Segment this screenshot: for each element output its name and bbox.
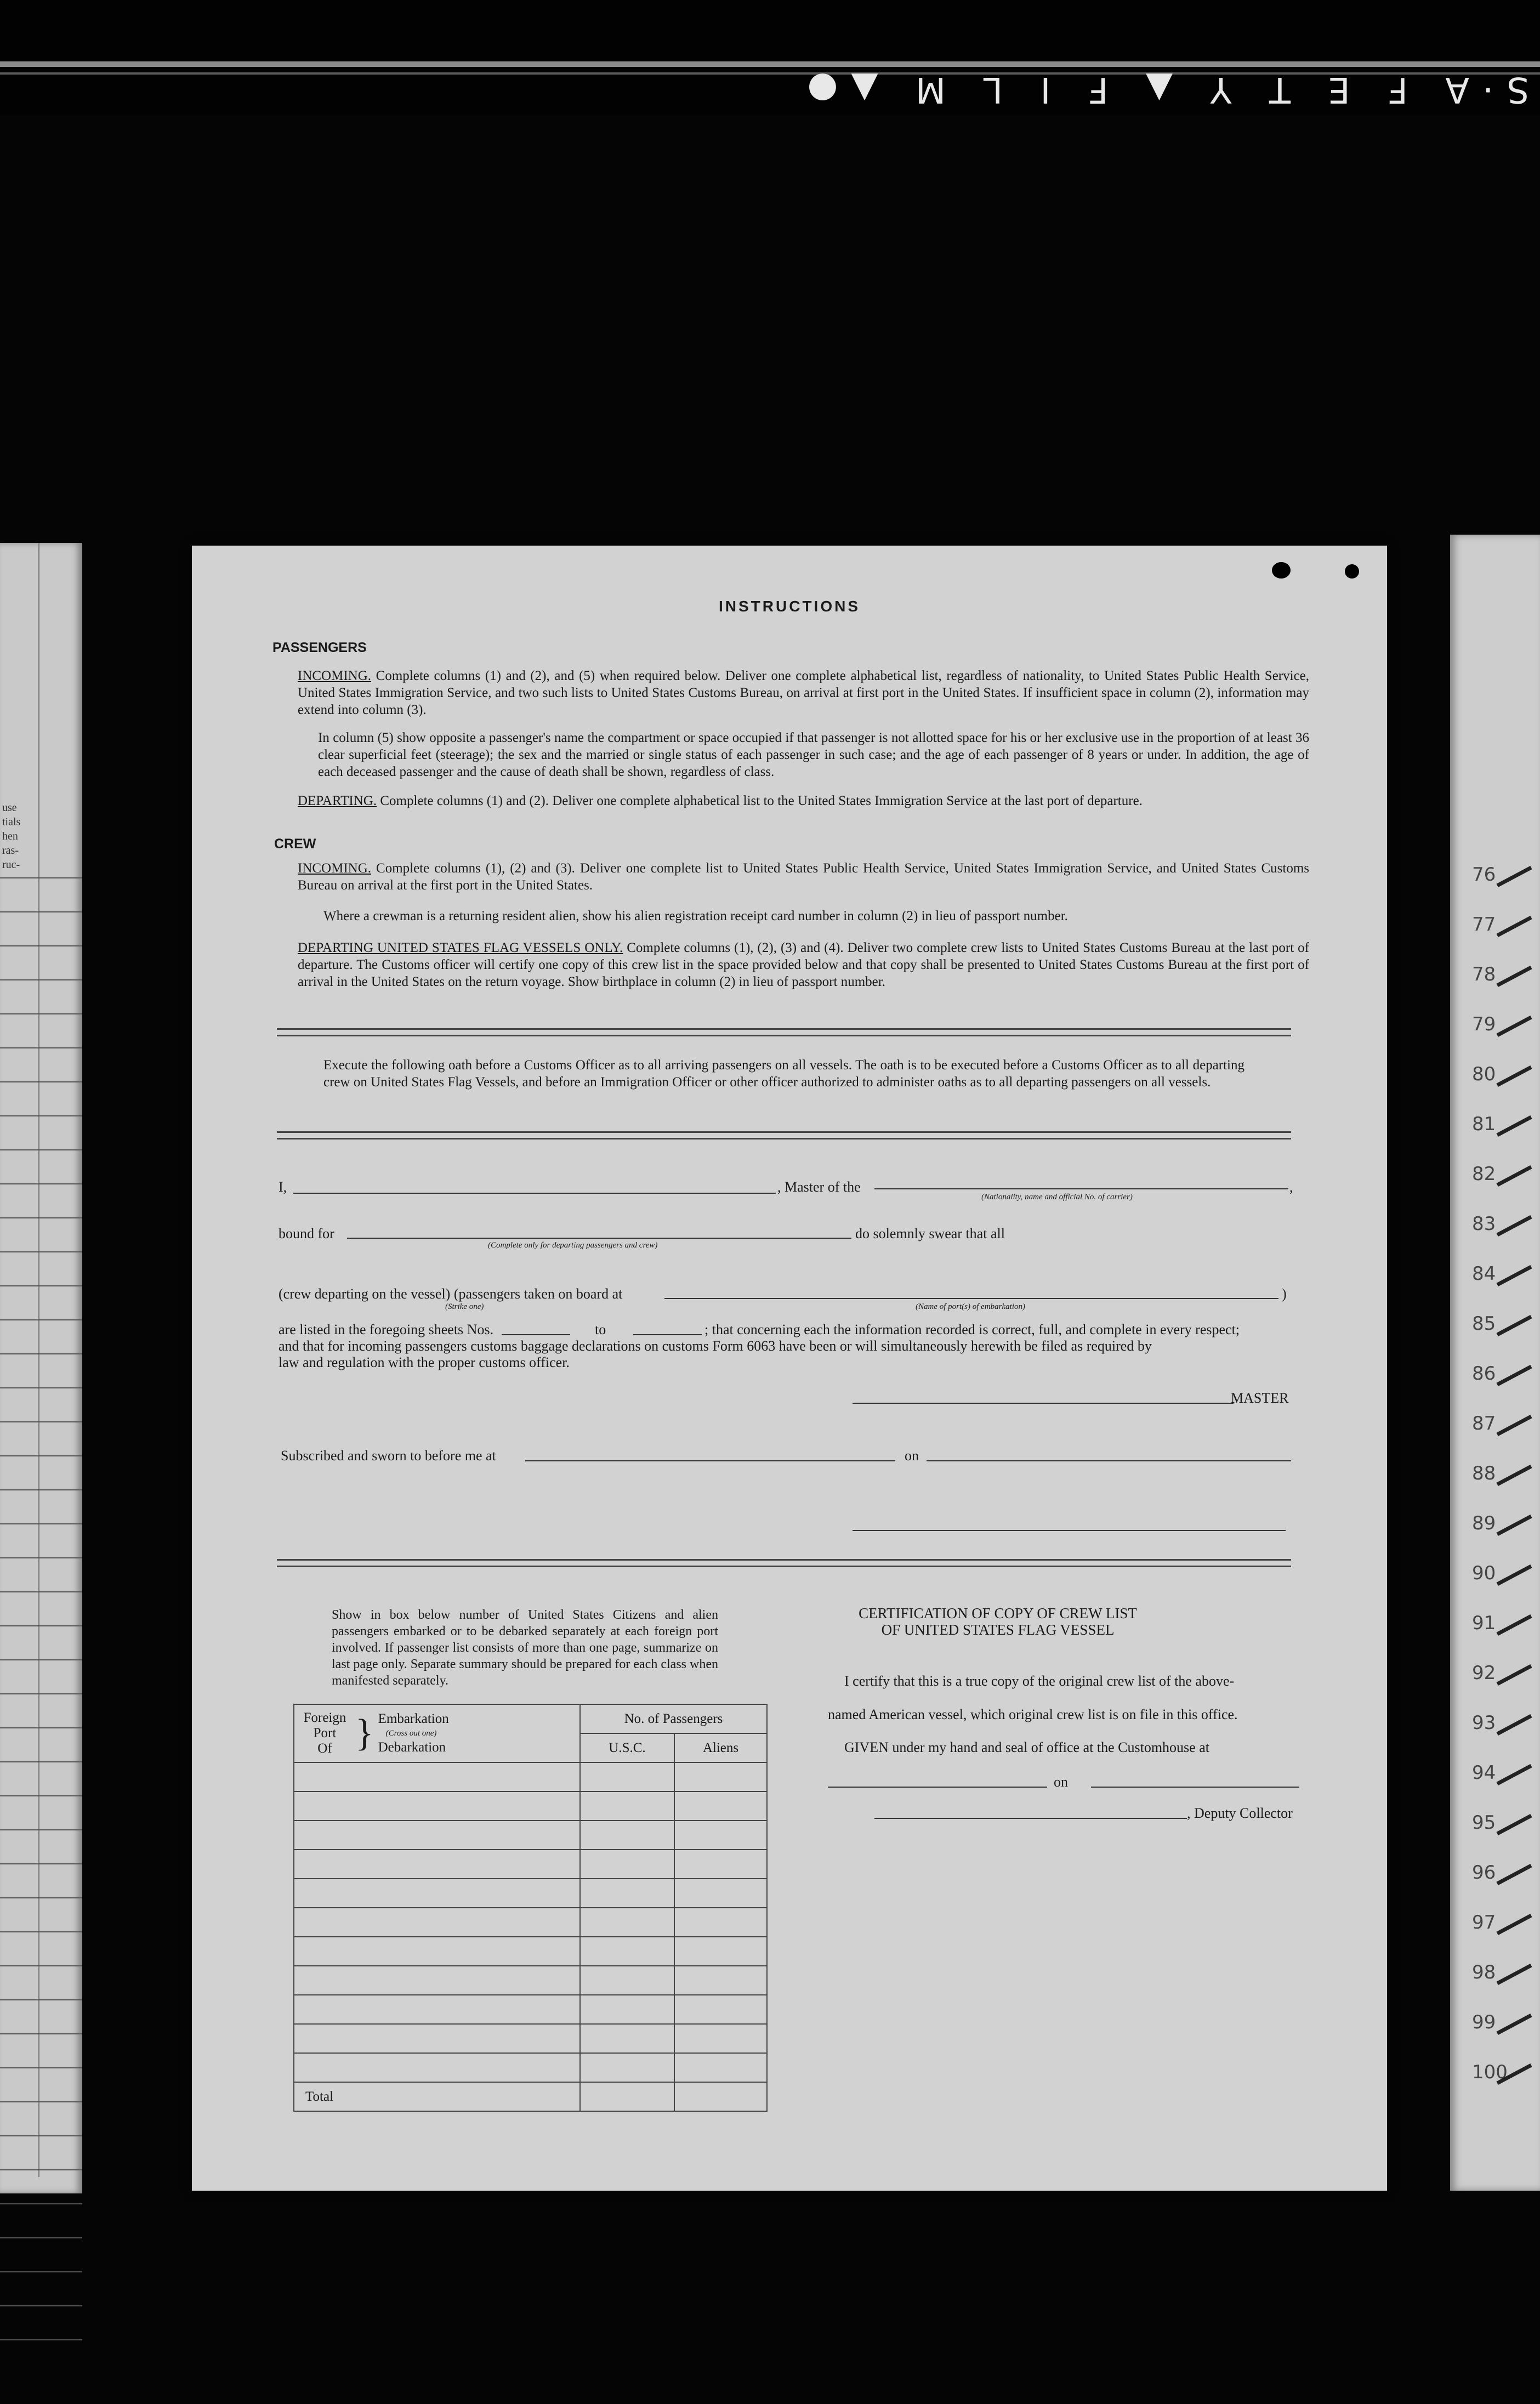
left-page-rule xyxy=(0,1285,82,1286)
page-title: INSTRUCTIONS xyxy=(719,598,860,615)
embarkation-label: Embarkation xyxy=(378,1711,449,1726)
aliens-cell[interactable] xyxy=(674,2053,767,2082)
usc-cell[interactable] xyxy=(580,1850,674,1879)
table-row xyxy=(294,1762,767,1791)
left-page-rule xyxy=(0,1557,82,1558)
subscribed-on-label: on xyxy=(905,1448,919,1464)
certification-date-line[interactable] xyxy=(1091,1787,1299,1788)
usc-cell[interactable] xyxy=(580,1821,674,1850)
embarkation-port-line[interactable] xyxy=(664,1298,1278,1299)
usc-cell[interactable] xyxy=(580,1879,674,1908)
usc-cell[interactable] xyxy=(580,1791,674,1821)
left-page-rule xyxy=(0,1387,82,1388)
line-number: 97 xyxy=(1472,1912,1496,1934)
port-cell[interactable] xyxy=(294,1762,580,1791)
left-page-rule xyxy=(0,1693,82,1694)
foreign-label: Foreign xyxy=(303,1710,346,1725)
line-number: 98 xyxy=(1472,1961,1496,1983)
left-page-rule xyxy=(0,1353,82,1354)
line-tick-mark xyxy=(1496,1564,1532,1586)
left-adjacent-page xyxy=(0,543,82,2193)
deputy-collector-signature-line[interactable] xyxy=(874,1818,1187,1819)
left-page-rule xyxy=(0,1897,82,1898)
usc-cell[interactable] xyxy=(580,2024,674,2053)
oath-crew-departing: (crew departing on the vessel) (passengers taken on board at xyxy=(279,1286,623,1302)
oath-swear: do solemnly swear that all xyxy=(855,1226,1005,1241)
line-number: 76 xyxy=(1472,864,1496,886)
left-page-rule xyxy=(0,2305,82,2306)
line-tick-mark xyxy=(1496,1165,1532,1187)
left-page-rule xyxy=(0,1999,82,2000)
passengers-departing-paragraph xyxy=(298,792,1309,809)
left-page-rule xyxy=(0,2271,82,2272)
table-row xyxy=(294,1966,767,1995)
port-cell[interactable] xyxy=(294,1879,580,1908)
left-page-rule xyxy=(0,1421,82,1422)
certification-on-label: on xyxy=(1054,1774,1068,1790)
left-page-rule xyxy=(0,1727,82,1728)
line-tick-mark xyxy=(1496,1664,1532,1686)
left-page-rule xyxy=(0,1591,82,1592)
table-row xyxy=(294,1937,767,1966)
certification-place-line[interactable] xyxy=(828,1787,1047,1788)
port-cell[interactable] xyxy=(294,1791,580,1821)
subscribed-place-line[interactable] xyxy=(525,1460,895,1461)
line-number: 94 xyxy=(1472,1762,1496,1784)
aliens-cell[interactable] xyxy=(674,1966,767,1995)
oath-listed-4: law and regulation with the proper customs officer. xyxy=(279,1354,570,1370)
line-tick-mark xyxy=(1496,1914,1532,1935)
master-signature-line[interactable] xyxy=(853,1403,1234,1404)
film-edge xyxy=(0,0,1540,115)
crew-incoming-paragraph xyxy=(298,860,1309,894)
port-cell[interactable] xyxy=(294,1966,580,1995)
left-page-rule xyxy=(0,1761,82,1762)
left-page-rule xyxy=(0,1047,82,1048)
table-row xyxy=(294,1995,767,2024)
line-tick-mark xyxy=(1496,1115,1532,1137)
oath-master-of: , Master of the xyxy=(777,1179,861,1195)
line-tick-mark xyxy=(1496,866,1532,887)
line-number: 77 xyxy=(1472,914,1496,935)
left-page-rule xyxy=(0,1625,82,1626)
left-page-rule xyxy=(0,2067,82,2068)
certification-line-3: GIVEN under my hand and seal of office at the Customhouse at xyxy=(844,1739,1209,1755)
table-row xyxy=(294,1908,767,1937)
port-cell[interactable] xyxy=(294,1908,580,1937)
line-tick-mark xyxy=(1496,1714,1532,1736)
left-page-rule xyxy=(0,945,82,946)
certification-line-1: I certify that this is a true copy of the original crew list of the above- xyxy=(844,1673,1235,1689)
aliens-cell[interactable] xyxy=(674,1879,767,1908)
cross-out-label: (Cross out one) xyxy=(385,1729,437,1738)
left-page-rule xyxy=(0,1115,82,1116)
passengers-incoming-text: Complete columns (1) and (2), and (5) when required below. Deliver one complete alphabetical list, regardless of nationality, to United States Public Health Service, United States Immigration Service, and two such lists to United States Customs Bureau, on arrival at first port in the United States. If insufficient space in column (2), information may extend into column (3). xyxy=(298,668,1310,717)
line-number: 92 xyxy=(1472,1662,1496,1684)
left-page-rule xyxy=(0,2101,82,2102)
line-number: 88 xyxy=(1472,1462,1496,1484)
line-tick-mark xyxy=(1496,1016,1532,1037)
left-page-rule xyxy=(0,2169,82,2170)
line-tick-mark xyxy=(1496,966,1532,987)
line-tick-mark xyxy=(1496,1964,1532,1985)
oath-bound-for: bound for xyxy=(279,1226,334,1241)
line-tick-mark xyxy=(1496,2014,1532,2035)
nationality-caption: (Nationality, name and official No. of carrier) xyxy=(981,1193,1133,1201)
usc-cell[interactable] xyxy=(580,1937,674,1966)
line-number: 85 xyxy=(1472,1313,1496,1335)
left-page-rule xyxy=(0,2339,82,2340)
film-edge-rule xyxy=(0,61,1540,67)
carrier-line[interactable] xyxy=(874,1188,1288,1189)
table-row xyxy=(294,1850,767,1879)
left-fragment: tials xyxy=(2,816,21,828)
safety-film-marking: S·A F E T Y ▲ F I L M ▲● xyxy=(794,69,1529,110)
left-fragment: use xyxy=(2,802,17,814)
of-label: Of xyxy=(317,1741,332,1756)
summary-instruction-paragraph: Show in box below number of United States Citizens and alien passengers embarked or to be debarked separately at each foreign port involved. If passenger list consists of more than one page, summarize on last page only. Separate summary should be prepared for each class when manifested separately. xyxy=(332,1608,718,1688)
left-page-rule xyxy=(0,911,82,912)
left-page-rule xyxy=(0,1217,82,1218)
table-row xyxy=(294,1879,767,1908)
line-tick-mark xyxy=(1496,1215,1532,1237)
punch-hole-mark xyxy=(1345,564,1359,579)
left-page-rule xyxy=(0,1795,82,1796)
line-tick-mark xyxy=(1496,1864,1532,1885)
aliens-cell[interactable] xyxy=(674,1908,767,1937)
oath-listed-1: are listed in the foregoing sheets Nos. xyxy=(279,1322,494,1337)
usc-cell[interactable] xyxy=(580,1908,674,1937)
port-cell[interactable] xyxy=(294,2024,580,2053)
table-row xyxy=(294,1791,767,1821)
left-fragment: ras- xyxy=(2,844,19,857)
passengers-column5-paragraph: In column (5) show opposite a passenger's name the compartment or space occupied if that passenger is not allotted space for his or her exclusive use in the proportion of at least 36 clear superficial feet (steerage); the sex and the married or single status of each passenger in such case; and the age of each passenger of 8 years or under. In addition, the age of each deceased passenger and the cause of death shall be shown, regardless of class. xyxy=(318,730,1309,779)
crew-incoming-label: INCOMING. xyxy=(298,861,372,876)
line-number: 89 xyxy=(1472,1512,1496,1534)
crew-heading: CREW xyxy=(274,836,316,852)
left-page-rule xyxy=(0,1863,82,1864)
left-page-rule xyxy=(0,2033,82,2034)
left-page-rule xyxy=(0,1183,82,1184)
left-fragment: ruc- xyxy=(2,859,20,871)
aliens-cell[interactable] xyxy=(674,1791,767,1821)
line-number: 83 xyxy=(1472,1213,1496,1235)
line-tick-mark xyxy=(1496,1465,1532,1486)
line-number: 99 xyxy=(1472,2011,1496,2033)
left-fragment: hen xyxy=(2,830,18,842)
passengers-incoming-paragraph xyxy=(298,667,1309,718)
line-number: 82 xyxy=(1472,1163,1496,1185)
left-page-rule xyxy=(0,1829,82,1830)
port-cell[interactable] xyxy=(294,1821,580,1850)
punch-hole-mark xyxy=(1272,562,1291,579)
aliens-cell[interactable] xyxy=(674,1762,767,1791)
line-tick-mark xyxy=(1496,1315,1532,1336)
master-name-line[interactable] xyxy=(293,1193,776,1194)
passengers-count-header: No. of Passengers xyxy=(580,1704,767,1733)
usc-cell[interactable] xyxy=(580,1966,674,1995)
complete-caption: (Complete only for departing passengers and crew) xyxy=(488,1241,658,1250)
left-page-rule xyxy=(0,2135,82,2136)
debarkation-label: Debarkation xyxy=(378,1740,446,1755)
deputy-collector-label: , Deputy Collector xyxy=(1187,1805,1293,1821)
crew-flag-label: DEPARTING UNITED STATES FLAG VESSELS ONLY. xyxy=(298,940,623,955)
line-number: 80 xyxy=(1472,1063,1496,1085)
left-page-rule xyxy=(0,1931,82,1932)
left-page-rule xyxy=(0,1319,82,1320)
instructions-page xyxy=(192,546,1387,2191)
line-number: 90 xyxy=(1472,1562,1496,1584)
line-number: 78 xyxy=(1472,963,1496,985)
table-row xyxy=(294,1821,767,1850)
line-number: 81 xyxy=(1472,1113,1496,1135)
port-cell[interactable] xyxy=(294,1995,580,2024)
subscribed-date-line[interactable] xyxy=(927,1460,1291,1461)
certification-line-2: named American vessel, which original crew list is on file in this office. xyxy=(828,1706,1238,1722)
oath-listed-2: ; that concerning each the information recorded is correct, full, and complete in every respect; xyxy=(704,1322,1240,1337)
total-usc-cell[interactable] xyxy=(580,2082,674,2111)
table-row xyxy=(294,2053,767,2082)
sheet-from-line[interactable] xyxy=(502,1334,570,1335)
line-number: 95 xyxy=(1472,1812,1496,1834)
line-number: 87 xyxy=(1472,1413,1496,1435)
port-header xyxy=(294,1704,580,1762)
left-page-rule xyxy=(0,1251,82,1252)
section-divider xyxy=(277,1559,1291,1567)
left-page-rule xyxy=(0,1455,82,1456)
line-number: 86 xyxy=(1472,1363,1496,1385)
aliens-cell[interactable] xyxy=(674,1937,767,1966)
certification-title-2: OF UNITED STATES FLAG VESSEL xyxy=(881,1621,1115,1638)
line-tick-mark xyxy=(1496,1614,1532,1636)
left-page-rule xyxy=(0,1149,82,1150)
line-number: 79 xyxy=(1472,1013,1496,1035)
crew-incoming-text: Complete columns (1), (2) and (3). Deliver one complete list to United States Public Health Service, United States Immigration Service, and United States Customs Bureau on arrival at the first port in the United States. xyxy=(298,861,1310,893)
left-page-rule xyxy=(0,1523,82,1524)
line-tick-mark xyxy=(1496,1515,1532,1536)
line-tick-mark xyxy=(1496,1265,1532,1286)
table-row xyxy=(294,2024,767,2053)
line-number: 91 xyxy=(1472,1612,1496,1634)
oath-instruction-paragraph: Execute the following oath before a Customs Officer as to all arriving passengers on all vessels. The oath is to be executed before a Customs Officer as to all departing crew on United States Flag Vessels, and before an Immigration Officer or other officer authorized to administer oaths as to all departing passengers on all vessels. xyxy=(323,1058,1244,1090)
passengers-departing-label: DEPARTING. xyxy=(298,793,377,808)
left-page-rule xyxy=(0,1659,82,1660)
bound-for-line[interactable] xyxy=(347,1238,851,1239)
right-adjacent-page xyxy=(1450,535,1540,2191)
master-label: MASTER xyxy=(1231,1390,1289,1406)
passengers-incoming-label: INCOMING. xyxy=(298,668,372,683)
left-page-rule xyxy=(0,2237,82,2238)
officer-signature-line[interactable] xyxy=(853,1530,1286,1531)
line-number: 96 xyxy=(1472,1862,1496,1884)
aliens-cell[interactable] xyxy=(674,2024,767,2053)
left-page-rule xyxy=(0,1081,82,1082)
left-page-rule xyxy=(0,877,82,878)
line-tick-mark xyxy=(1496,916,1532,937)
left-page-rule xyxy=(0,1489,82,1490)
passengers-departing-text: Complete columns (1) and (2). Deliver one complete alphabetical list to the United States Immigration Service at the last port of departure. xyxy=(380,793,1143,808)
section-divider xyxy=(277,1028,1291,1036)
total-label: Total xyxy=(305,2089,334,2104)
section-divider xyxy=(277,1131,1291,1139)
brace-glyph: } xyxy=(355,1712,374,1754)
oath-listed-to: to xyxy=(595,1322,606,1337)
port-cell[interactable] xyxy=(294,2053,580,2082)
left-page-rule xyxy=(0,979,82,980)
comma: , xyxy=(1289,1179,1293,1195)
oath-close-paren: ) xyxy=(1282,1286,1287,1302)
line-tick-mark xyxy=(1496,1065,1532,1087)
aliens-cell[interactable] xyxy=(674,1995,767,2024)
sheet-to-line[interactable] xyxy=(633,1334,702,1335)
port-cell[interactable] xyxy=(294,1937,580,1966)
passengers-heading: PASSENGERS xyxy=(272,640,367,655)
line-number: 84 xyxy=(1472,1263,1496,1285)
line-tick-mark xyxy=(1496,1764,1532,1785)
total-aliens-cell[interactable] xyxy=(674,2082,767,2111)
total-label-cell xyxy=(294,2082,580,2111)
aliens-header: Aliens xyxy=(674,1733,767,1762)
aliens-cell[interactable] xyxy=(674,1821,767,1850)
oath-i-label: I, xyxy=(279,1179,287,1195)
line-tick-mark xyxy=(1496,1365,1532,1386)
line-number: 100 xyxy=(1472,2061,1508,2083)
oath-listed-3: and that for incoming passengers customs baggage declarations on customs Form 6063 have been or will simultaneously herewith be filed as required by xyxy=(279,1338,1152,1354)
usc-header: U.S.C. xyxy=(580,1733,674,1762)
left-page-rule xyxy=(0,2203,82,2204)
line-tick-mark xyxy=(1496,1415,1532,1436)
aliens-cell[interactable] xyxy=(674,1850,767,1879)
usc-cell[interactable] xyxy=(580,1762,674,1791)
crew-flag-paragraph xyxy=(298,939,1309,990)
subscribed-label: Subscribed and sworn to before me at xyxy=(281,1448,496,1464)
certification-title-1: CERTIFICATION OF COPY OF CREW LIST xyxy=(859,1605,1137,1621)
port-label: Port xyxy=(313,1726,337,1740)
passenger-summary-table xyxy=(293,1704,768,2112)
usc-cell[interactable] xyxy=(580,1995,674,2024)
strike-caption: (Strike one) xyxy=(445,1302,484,1311)
port-caption: (Name of port(s) of embarkation) xyxy=(916,1302,1025,1311)
usc-cell[interactable] xyxy=(580,2053,674,2082)
left-page-rule xyxy=(0,1013,82,1014)
line-tick-mark xyxy=(1496,1814,1532,1835)
port-cell[interactable] xyxy=(294,1850,580,1879)
crew-flag-text: Complete columns (1), (2), (3) and (4). Deliver two complete crew lists to United States Customs Bureau at the last port of departure. The Customs officer will certify one copy of this crew list in the space provided below and that copy shall be presented to United States Customs Bureau at the first port of arrival in the United States on the return voyage. Show birthplace in column (2) in lieu of passport number. xyxy=(298,940,1309,989)
crew-resident-paragraph: Where a crewman is a returning resident alien, show his alien registration receipt card number in column (2) in lieu of passport number. xyxy=(323,909,1068,923)
left-page-rule xyxy=(0,1965,82,1966)
line-number: 93 xyxy=(1472,1712,1496,1734)
